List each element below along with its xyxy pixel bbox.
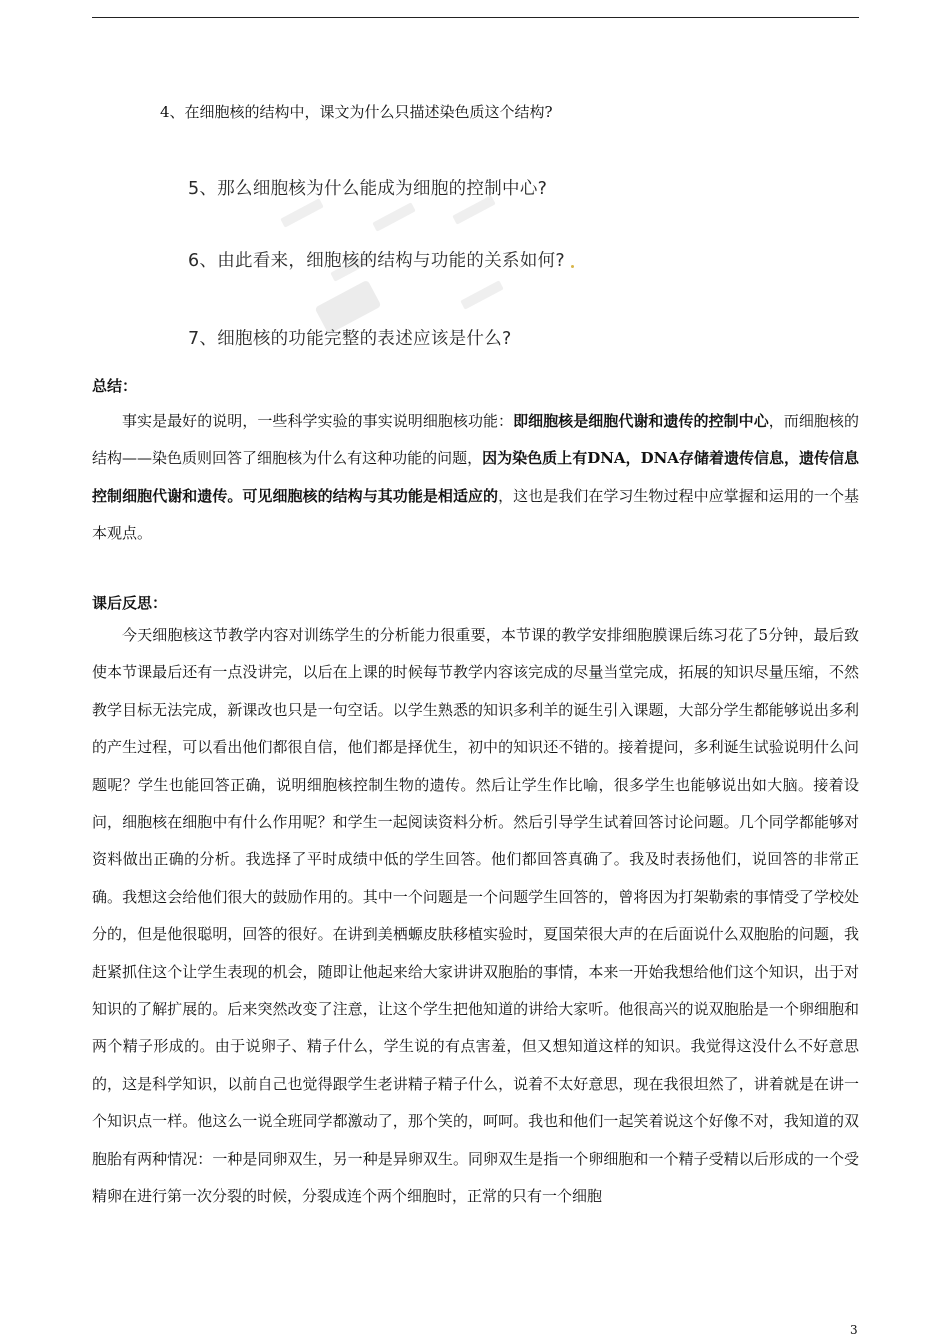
- reflection-paragraph: 今天细胞核这节教学内容对训练学生的分析能力很重要，本节课的教学安排细胞膜课后练习花了5分钟，最后致使本节课最后还有一点没讲完，以后在上课的时候每节教学内容该完成的尽量当堂完成，拓展的知识尽量压缩，不然教学目标无法完成，新课改也只是一句空话。以学生熟悉的知识多利羊的诞生引入课题，大部分学生都能够说出多利的产生过程，可以看出他们都很自信，他们都是择优生，初中的知识还不错的。接着提问，多利诞生试验说明什么问题呢？学生也能回答正确，说明细胞核控制生物的遗传。然后让学生作比喻，很多学生也能够说出如大脑。接着设问，细胞核在细胞中有什么作用呢？和学生一起阅读资料分析。然后引导学生试着回答讨论问题。几个同学都能够对资料做出正确的分析。我选择了平时成绩中低的学生回答。他们都回答真确了。我及时表扬他们，说回答的非常正确。我想这会给他们很大的鼓励作用的。其中一个问题是一个问题学生回答的，曾将因为打架勒索的事情受了学校处分的，但是他很聪明，回答的很好。在讲到美栖螈皮肤移植实验时，夏国荣很大声的在后面说什么双胞胎的问题，我赶紧抓住这个让学生表现的机会，随即让他起来给大家讲讲双胞胎的事情，本来一开始我想给他们这个知识，出于对知识的了解扩展的。后来突然改变了注意，让这个学生把他知道的讲给大家听。他很高兴的说双胞胎是一个卵细胞和两个精子形成的。由于说卵子、精子什么，学生说的有点害羞，但又想知道这样的知识。我觉得这没什么不好意思的，这是科学知识，以前自己也觉得跟学生老讲精子精子什么，说着不太好意思，现在我很坦然了，讲着就是在讲一个知识点一样。他这么一说全班同学都激动了，那个笑的，呵呵。我也和他们一起笑着说这个好像不对，我知道的双胞胎有两种情况：一种是同卵双生，另一种是异卵双生。同卵双生是指一个卵细胞和一个精子受精以后形成的一个受精卵在进行第一次分裂的时候，分裂成连个两个细胞时，正常的只有一个细胞: [92, 626, 859, 1206]
- summary-heading: 总结：: [92, 377, 138, 395]
- watermark-mark: [280, 198, 324, 227]
- summary-paragraph: [92, 403, 859, 553]
- question-7: [188, 325, 512, 350]
- watermark-mark: [372, 202, 416, 231]
- question-5: [188, 175, 547, 200]
- question-7-text: 7、细胞核的功能完整的表述应该是什么?: [188, 329, 512, 349]
- page-number: 3: [850, 1323, 858, 1337]
- summary-text-1: 事实是最好的说明，一些科学实验的事实说明细胞核功能：: [122, 412, 514, 430]
- header-rule: [92, 17, 859, 18]
- watermark-mark: [460, 280, 504, 309]
- question-6: [188, 247, 574, 272]
- speck-mark: [571, 265, 574, 268]
- summary-text-3: ，这也是我们在学习生物过程中应掌握和运用的一个基本观点。: [92, 486, 859, 543]
- question-6-text: 6、由此看来，细胞核的结构与功能的关系如何?: [188, 251, 566, 271]
- question-5-text: 5、那么细胞核为什么能成为细胞的控制中心?: [188, 179, 548, 199]
- summary-text-2: ，而细胞核的结构——染色质则回答了细胞核为什么有这种功能的问题，: [92, 412, 859, 468]
- question-4: 4、在细胞核的结构中，课文为什么只描述染色质这个结构?: [160, 103, 553, 121]
- summary-bold-1: 即细胞核是细胞代谢和遗传的控制中心: [513, 412, 769, 430]
- summary-bold-2: 因为染色质上有DNA，DNA存储着遗传信息，遗传信息控制细胞代谢和遗传。可见细胞核的结构与其功能是相适应的: [92, 449, 859, 505]
- reflection-heading: 课后反思：: [92, 594, 168, 612]
